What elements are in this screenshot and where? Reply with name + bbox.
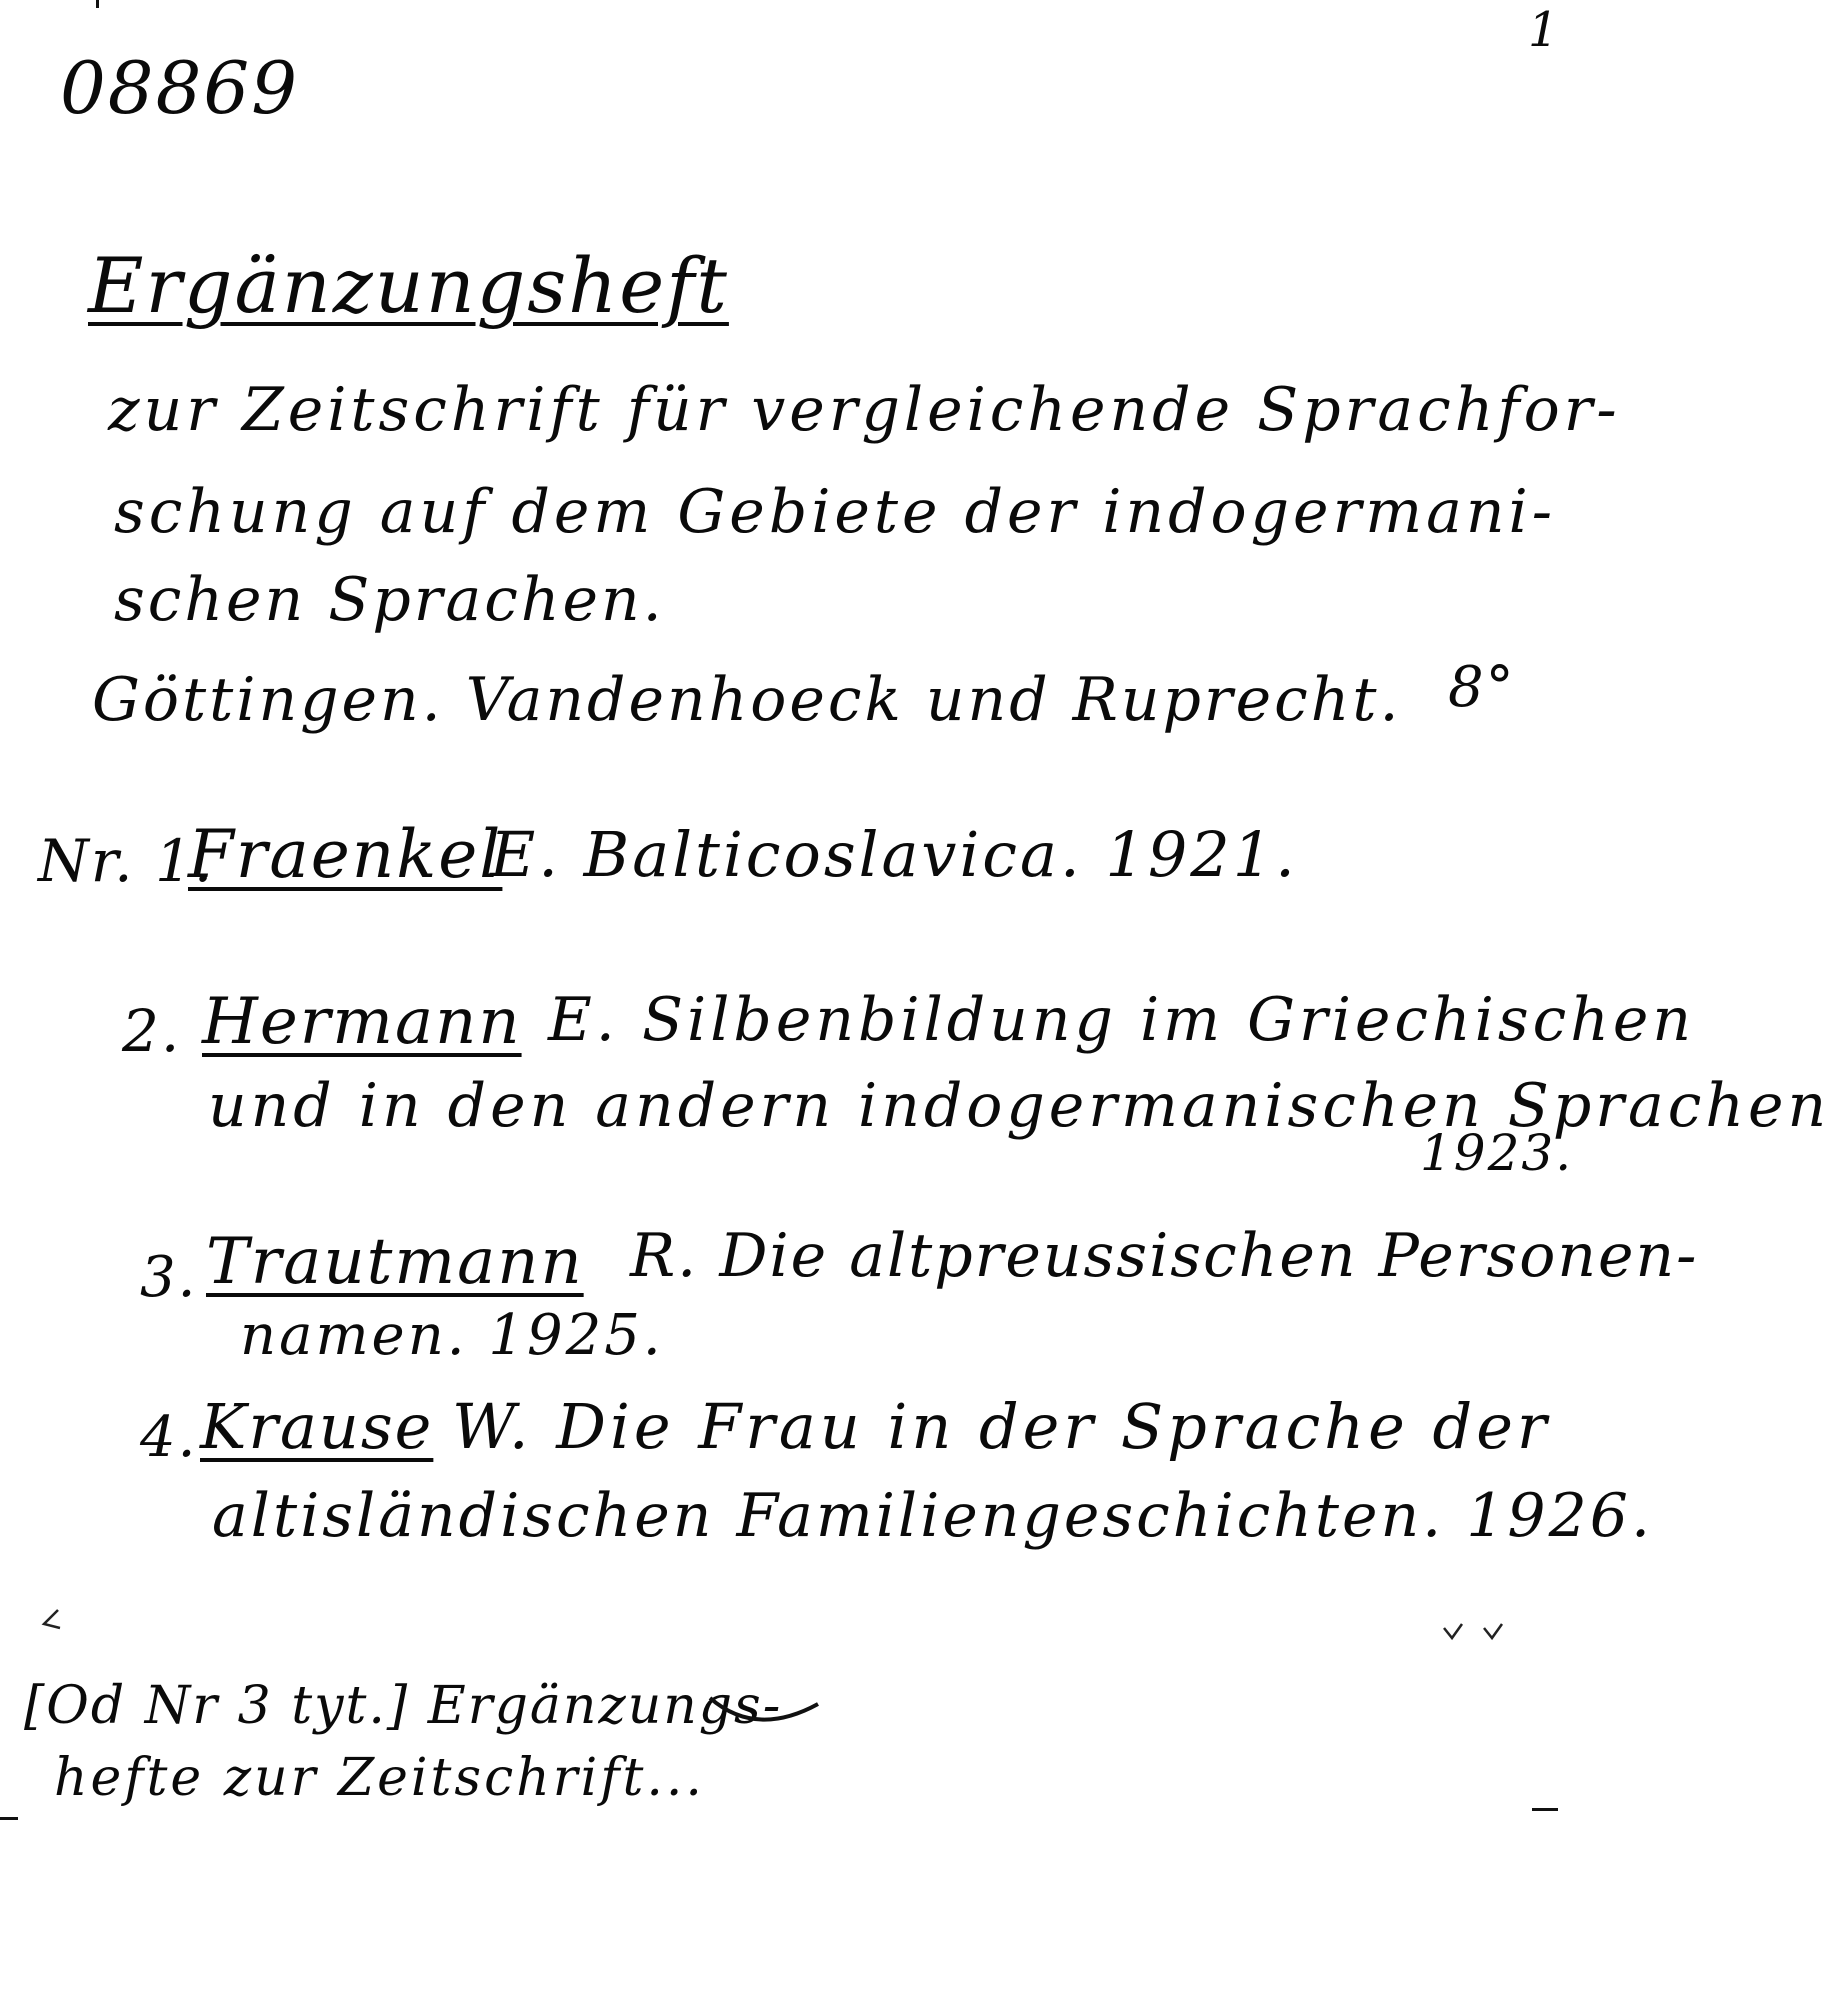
entry-4-author: Krause	[200, 1390, 434, 1463]
title-line-3: schen Sprachen.	[114, 565, 665, 635]
entry-1-rest: E. Balticoslavica. 1921.	[490, 818, 1298, 891]
title-line-1: zur Zeitschrift für vergleichende Sprachfor-	[108, 375, 1621, 445]
imprint-place-publisher: Göttingen. Vandenhoeck und Ruprecht.	[92, 665, 1402, 735]
note-curve-mark	[706, 1690, 826, 1740]
entry-2-rest: E. Silbenbildung im Griechischen	[548, 985, 1696, 1055]
entry-3-cont-1: namen. 1925.	[240, 1303, 664, 1368]
title-line-2: schung auf dem Gebiete der indogermani-	[114, 477, 1557, 547]
title-main: Ergänzungsheft	[88, 241, 729, 330]
entry-3-author: Trautmann	[206, 1225, 584, 1299]
check-marks	[1440, 1618, 1510, 1648]
entry-2-number: 2.	[122, 997, 182, 1065]
note-line-1: [Od Nr 3 tyt.] Ergänzungs-	[24, 1676, 783, 1736]
note-line-2: hefte zur Zeitschrift...	[54, 1748, 705, 1808]
edge-speck-top	[96, 0, 99, 8]
entry-2-author: Hermann	[202, 985, 522, 1059]
entry-1-number: Nr. 1.	[38, 827, 215, 895]
entry-1-author: Fraenkel	[188, 816, 503, 893]
card-number: 08869	[60, 46, 300, 130]
entry-4-rest: W. Die Frau in der Sprache der	[452, 1390, 1551, 1463]
entry-4-cont-1: altisländischen Familiengeschichten. 1926.	[212, 1481, 1654, 1551]
entry-3-number: 3.	[140, 1245, 198, 1310]
edge-speck-left	[0, 1817, 18, 1820]
entry-2-cont-1: und in den andern indogermanischen Sprachen	[208, 1071, 1830, 1141]
imprint-format: 8°	[1448, 655, 1516, 720]
page-mark: 1	[1528, 2, 1561, 58]
entry-4-number: 4.	[140, 1405, 198, 1470]
entry-2-cont-2: 1923.	[1420, 1124, 1574, 1182]
left-check-mark	[36, 1606, 66, 1636]
entry-3-rest: R. Die altpreussischen Personen-	[630, 1221, 1699, 1291]
edge-speck-right	[1532, 1808, 1558, 1811]
